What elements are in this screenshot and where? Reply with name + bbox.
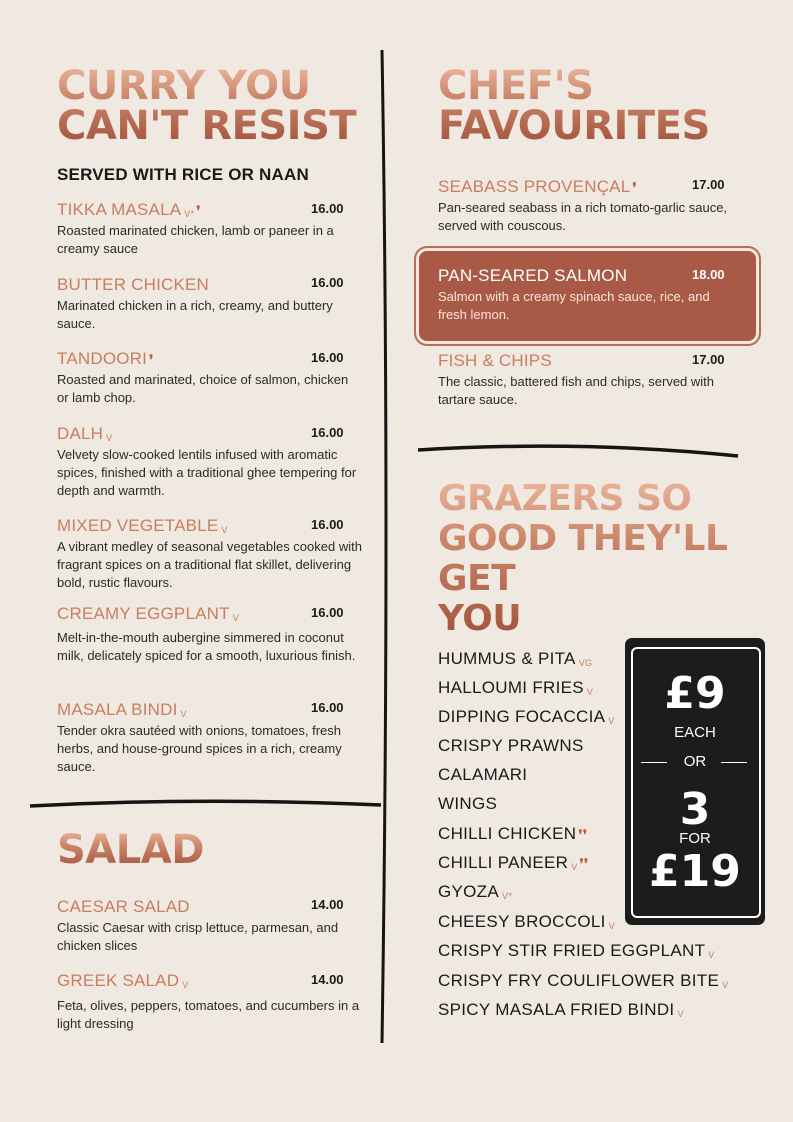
item-name: BUTTER CHICKEN — [57, 275, 210, 294]
grazer-item: WINGS — [438, 794, 498, 813]
grazers-heading-line4: YOU — [438, 598, 522, 639]
grazer-item: GYOZA V* — [438, 882, 513, 901]
chili-icon: ❜❜ — [579, 856, 589, 871]
item-description: Roasted and marinated, choice of salmon, chicken or lamb chop. — [57, 372, 349, 405]
item-name: PAN-SEARED SALMON — [438, 266, 628, 285]
deal-for-label: FOR — [679, 830, 711, 847]
grazers-heading-line3: GET — [438, 558, 516, 599]
item-name: DALH — [57, 424, 104, 443]
vegetarian-mark: V* — [502, 891, 513, 901]
item-price: 16.00 — [311, 425, 344, 440]
vertical-divider — [382, 50, 386, 1043]
vegetarian-mark: V — [571, 862, 578, 872]
grazer-item: CHEESY BROCCOLI V — [438, 912, 615, 931]
item-description: Feta, olives, peppers, tomatoes, and cucumbers in a light dressing — [57, 998, 360, 1031]
item-description: The classic, battered fish and chips, served with tartare sauce. — [438, 374, 715, 407]
divider-curry-salad — [30, 801, 381, 806]
grazers-heading-line2: GOOD THEY'LL — [438, 518, 728, 559]
item-description: A vibrant medley of seasonal vegetables cooked with fragrant spices on a traditional flat skillet, delivering bold, rustic flavours. — [57, 539, 362, 590]
item-description: Marinated chicken in a rich, creamy, and buttery sauce. — [57, 298, 333, 331]
item-price: 16.00 — [311, 350, 344, 365]
chef-heading-line1: CHEF'S — [438, 63, 594, 109]
grazers-heading-line1: GRAZERS SO — [438, 478, 692, 519]
salad-heading: SALAD — [57, 827, 204, 873]
chef-heading-line2: FAVOURITES — [438, 103, 710, 149]
grazer-item: HALLOUMI FRIES V — [438, 678, 594, 697]
item-description: Tender okra sautéed with onions, tomatoes, fresh herbs, and house-ground spices in a rich, creamy sauce. — [57, 723, 342, 774]
item-name: CAESAR SALAD — [57, 897, 190, 916]
vegetarian-mark: V — [106, 433, 113, 443]
item-name: MIXED VEGETABLE — [57, 516, 219, 535]
grazer-item: CRISPY FRY COULIFLOWER BITE V — [438, 971, 729, 990]
vegetarian-mark: V — [182, 980, 189, 990]
grazer-item: CHILLI CHICKEN ❜❜ — [438, 824, 588, 843]
chili-icon: ❜❜ — [578, 827, 588, 842]
item-price: 17.00 — [692, 177, 725, 192]
grazer-item: HUMMUS & PITA VG — [438, 649, 593, 668]
vegetarian-mark: V — [608, 921, 615, 931]
item-price: 16.00 — [311, 275, 344, 290]
item-price: 16.00 — [311, 700, 344, 715]
item-price: 18.00 — [692, 267, 725, 282]
curry-subheading: SERVED WITH RICE OR NAAN — [57, 165, 309, 184]
grazer-item: CRISPY STIR FRIED EGGPLANT V — [438, 941, 715, 960]
grazer-item: CRISPY PRAWNS — [438, 736, 584, 755]
item-name: MASALA BINDI — [57, 700, 178, 719]
item-description: Velvety slow-cooked lentils infused with aromatic spices, finished with a traditional ghee tempering for depth and warmth. — [57, 447, 357, 498]
grazer-item: DIPPING FOCACCIA V — [438, 707, 615, 726]
item-name: FISH & CHIPS — [438, 351, 552, 370]
curry-heading — [57, 63, 377, 149]
item-price: 14.00 — [311, 972, 344, 987]
chili-icon: ❜ — [196, 203, 201, 218]
deal-or-label: OR — [683, 753, 707, 770]
vegetarian-mark: V — [708, 950, 715, 960]
item-description: Salmon with a creamy spinach sauce, rice, and fresh lemon. — [438, 289, 710, 322]
deal-price-each: £9 — [664, 668, 726, 719]
item-price: 16.00 — [311, 201, 344, 216]
item-price: 17.00 — [692, 352, 725, 367]
item-name: CREAMY EGGPLANT — [57, 604, 230, 623]
vegetarian-mark: V — [221, 525, 228, 535]
item-description: Roasted marinated chicken, lamb or paneer in a creamy sauce — [57, 223, 334, 256]
vegetarian-mark: V — [677, 1009, 684, 1019]
vegetarian-mark: V* — [184, 209, 195, 219]
item-name: TANDOORI — [57, 349, 148, 368]
chili-icon: ❜ — [149, 352, 154, 367]
item-price: 14.00 — [311, 897, 344, 912]
curry-heading-line1: CURRY YOU — [57, 63, 311, 109]
grazers-deal-box — [625, 638, 765, 925]
deal-or-rule-right — [721, 762, 747, 763]
deal-count: 3 — [679, 784, 711, 835]
vegetarian-mark: V — [232, 613, 239, 623]
vegetarian-mark: V — [722, 980, 729, 990]
vegetarian-mark: V — [180, 709, 187, 719]
divider-chef-grazers — [418, 446, 738, 456]
deal-price-bundle: £19 — [649, 846, 741, 897]
vegan-mark: VG — [578, 658, 593, 668]
grazer-item: SPICY MASALA FRIED BINDI V — [438, 1000, 684, 1019]
item-name: GREEK SALAD — [57, 971, 180, 990]
menu-item-pan-seared-salmon — [438, 266, 733, 324]
item-price: 16.00 — [311, 605, 344, 620]
item-name: SEABASS PROVENÇAL — [438, 177, 631, 196]
chef-heading — [438, 63, 710, 149]
item-name: TIKKA MASALA — [57, 200, 182, 219]
item-price: 16.00 — [311, 517, 344, 532]
vegetarian-mark: V — [586, 687, 594, 697]
chili-icon: ❜ — [632, 180, 637, 195]
item-description: Melt-in-the-mouth aubergine simmered in coconut milk, delicately spiced for a smooth, luxurious finish. — [57, 630, 356, 663]
grazer-item: CALAMARI — [438, 765, 528, 784]
item-description: Pan-seared seabass in a rich tomato-garlic sauce, served with couscous. — [438, 200, 728, 233]
curry-section — [57, 63, 377, 185]
vegetarian-mark: V — [608, 716, 615, 726]
curry-heading-line2: CAN'T RESIST — [57, 103, 357, 149]
grazers-heading — [438, 479, 727, 639]
item-description: Classic Caesar with crisp lettuce, parmesan, and chicken slices — [57, 920, 339, 953]
deal-each-label: EACH — [674, 724, 716, 741]
grazer-item: CHILLI PANEER V ❜❜ — [438, 853, 589, 872]
